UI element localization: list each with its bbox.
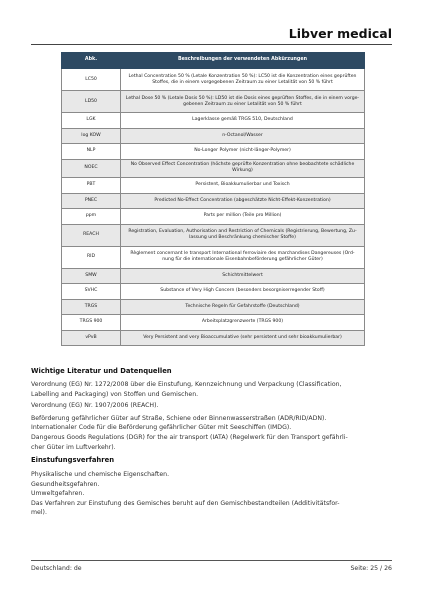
- table-row: [62, 69, 365, 91]
- table-row: [62, 284, 365, 300]
- description-cell: [121, 315, 365, 331]
- description-line: lassung und Beschränkung chemischer Stoffe): [189, 235, 296, 240]
- description-line: Technische Regeln für Gefahrstoffe (Deutschland): [185, 303, 300, 309]
- description-line: No-Longer Polymer (nicht-länger-Polymer): [194, 148, 291, 154]
- abbreviation-cell: LD50: [62, 91, 121, 113]
- classification-line: Das Verfahren zur Einstufung des Gemisches beruht auf den Gemischbestandteilen (Additivitätsfor-: [31, 499, 340, 507]
- description-line: Arbeitsplatzgrenzwerte (TRGS 900): [201, 319, 284, 325]
- table-row: [62, 193, 365, 209]
- description-line: Règlement concernant le transport International ferroviaire des marchandises Dangereuses (Ord-: [130, 251, 355, 257]
- description-line: No Observed Effect Concentration (höchste geprüfte Konzentration ohne beobachtete schädliche: [130, 162, 355, 168]
- description-line: Lagerklasse gemäß TRGS 510, Deutschland: [192, 117, 293, 123]
- literature-line: Verordnung (EG) Nr. 1272/2008 über die Einstufung, Kennzeichnung und Verpackung (Classification,: [31, 381, 342, 388]
- description-cell: [121, 159, 365, 178]
- table-row: [62, 91, 365, 113]
- description-line: Persistent, Bioakkumulierbar und Toxisch: [195, 182, 290, 188]
- description-cell: [121, 128, 365, 144]
- literature-line: Verordnung (EG) Nr. 1907/2006 (REACH).: [31, 402, 159, 410]
- classification-line: Physikalische und chemische Eigenschaften.: [31, 471, 170, 478]
- description-cell: [121, 193, 365, 209]
- description-line: Very Persistent and very Bioaccumulative (sehr persistent und sehr bioakkumulierbar): [143, 334, 342, 340]
- description-cell: [121, 268, 365, 284]
- footer-country: Deutschland: de: [31, 565, 82, 572]
- abbreviation-cell: RID: [62, 246, 121, 268]
- classification-line: Gesundheitsgefahren.: [31, 480, 100, 488]
- description-line: gebenen Zeitraum zu einer Letalität von 50 % führt: [183, 101, 302, 107]
- table-row: [62, 268, 365, 284]
- abbreviations-table: [61, 52, 365, 346]
- literature-line: cher Güter im Luftverkehr).: [31, 443, 116, 451]
- abbreviation-cell: PBT: [62, 178, 121, 194]
- footer-divider: [31, 560, 392, 561]
- abbreviation-cell: REACH: [62, 224, 121, 246]
- table-row: [62, 299, 365, 315]
- literature-text: [31, 380, 391, 452]
- header-divider: [31, 44, 392, 45]
- literature-line: Internationaler Code für die Beförderung gefährlicher Güter mit Seeschiffen (IMDG).: [31, 424, 292, 432]
- table-row: [62, 159, 365, 178]
- description-line: nung für die internationale Eisenbahnbeförderung gefährlicher Güter): [162, 257, 323, 262]
- description-cell: [121, 246, 365, 268]
- description-line: Stoffes, die in einem vorgegebenen Zeitraum zu einer Letalität von 50 % führt: [152, 79, 333, 85]
- literature-heading: Wichtige Literatur und Datenquellen: [31, 367, 172, 375]
- table-row: [62, 315, 365, 331]
- table-header-row: [62, 53, 365, 69]
- description-line: Lethal Concentration 50 % (Letale Konzentration 50 %): LC50 ist die Konzentration eines geprüften: [128, 73, 357, 79]
- column-header-abbreviation: Abk.: [62, 53, 121, 69]
- table-row: [62, 224, 365, 246]
- literature-line: Beförderung gefährlicher Güter auf Straße, Schiene oder Binnenwasserstraßen (ADR/RID/ADN).: [31, 414, 327, 422]
- description-cell: [121, 209, 365, 225]
- literature-line: Dangerous Goods Regulations (DGR) for the air transport (IATA) (Regelwerk für den Transport gefährli-: [31, 433, 348, 441]
- abbreviation-cell: NOEC: [62, 159, 121, 178]
- abbreviation-cell: vPvB: [62, 330, 121, 346]
- description-cell: [121, 224, 365, 246]
- description-line: Parts per million (Teile pro Million): [203, 213, 282, 219]
- abbreviation-cell: SMW: [62, 268, 121, 284]
- description-line: Substance of Very High Concern (besonders besorgniserregender Stoff): [160, 288, 325, 294]
- description-cell: [121, 330, 365, 346]
- description-cell: [121, 113, 365, 129]
- description-line: n-Octanol/Wasser: [222, 132, 263, 138]
- abbreviation-cell: LC50: [62, 69, 121, 91]
- classification-text: [31, 470, 391, 518]
- description-line: Registration, Evaluation, Authorisation and Restriction of Chemicals (Registrierung, Bewertung, Zu-: [128, 229, 357, 235]
- table-row: [62, 330, 365, 346]
- classification-heading: Einstufungsverfahren: [31, 456, 115, 464]
- table-row: [62, 128, 365, 144]
- abbreviation-cell: LGK: [62, 113, 121, 129]
- classification-line: Umweltgefahren.: [31, 490, 85, 498]
- table-row: [62, 209, 365, 225]
- table-row: [62, 178, 365, 194]
- document-title: Libver medical: [288, 26, 392, 41]
- table-row: [62, 113, 365, 129]
- abbreviation-cell: PNEC: [62, 193, 121, 209]
- abbreviation-cell: NLP: [62, 144, 121, 160]
- description-cell: [121, 91, 365, 113]
- abbreviation-cell: ppm: [62, 209, 121, 225]
- table-row: [62, 246, 365, 268]
- page-number: Seite: 25 / 26: [350, 565, 392, 572]
- abbreviation-cell: TRGS: [62, 299, 121, 315]
- description-cell: [121, 284, 365, 300]
- description-cell: [121, 178, 365, 194]
- description-line: Predicted No-Effect Concentration (abgeschätzte Nicht-Effekt-Konzentration): [154, 197, 331, 203]
- description-cell: [121, 144, 365, 160]
- abbreviation-cell: TRGS 900: [62, 315, 121, 331]
- description-cell: [121, 299, 365, 315]
- abbreviation-cell: log KOW: [62, 128, 121, 144]
- literature-line: Labelling and Packaging) von Stoffen und Gemischen.: [31, 390, 199, 398]
- description-line: Schichtmittelwert: [222, 272, 263, 278]
- description-line: Wirkung): [232, 168, 253, 174]
- column-header-description: Beschreibungen der verwendeten Abkürzungen: [121, 53, 365, 69]
- description-cell: [121, 69, 365, 91]
- description-line: Lethal Dose 50 % (Letale Dosis 50 %): LD50 ist die Dosis eines geprüften Stoffes, die in einem vorge-: [125, 95, 360, 101]
- classification-line: mel).: [31, 509, 47, 517]
- table-row: [62, 144, 365, 160]
- abbreviation-cell: SVHC: [62, 284, 121, 300]
